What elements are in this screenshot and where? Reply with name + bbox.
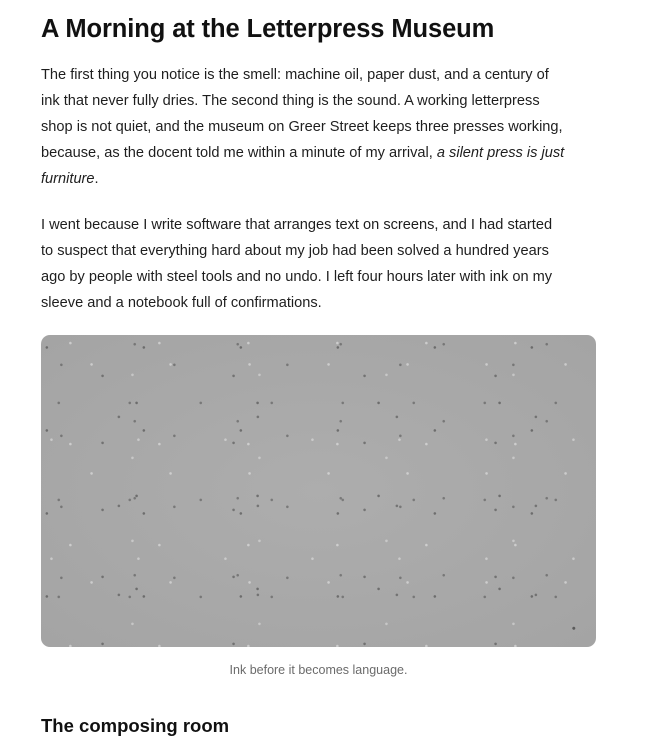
- second-paragraph: [41, 212, 597, 316]
- paragraph-line: ink that never fully dries. The second thing is the sound. A working letterpress: [41, 93, 540, 109]
- ink-texture-image: [41, 335, 596, 647]
- section-heading: The composing room: [41, 715, 230, 736]
- emphasis-quote: a silent press is just: [436, 145, 565, 161]
- emphasis-quote: furniture: [41, 171, 95, 187]
- paragraph-text: because, as the docent told me within a minute of my arrival,: [41, 145, 437, 161]
- paragraph-line: ago by people with steel tools and no undo. I left four hours later with ink on my: [41, 269, 553, 285]
- paragraph-line: [41, 140, 597, 166]
- paragraph-line: shop is not quiet, and the museum on Greer Street keeps three presses working,: [41, 119, 563, 135]
- paragraph-line: [41, 166, 597, 192]
- paragraph-line: sleeve and a notebook full of confirmations.: [41, 295, 322, 311]
- figure-caption: Ink before it becomes language.: [229, 663, 408, 677]
- paragraph-line: to suspect that everything hard about my job had been solved a hundred years: [41, 243, 549, 259]
- paragraph-text: .: [94, 171, 99, 187]
- paragraph-line: I went because I write software that arranges text on screens, and I had started: [41, 217, 553, 233]
- intro-paragraph: [41, 62, 597, 192]
- article-title: A Morning at the Letterpress Museum: [41, 15, 495, 43]
- paragraph-line: The first thing you notice is the smell: machine oil, paper dust, and a century of: [41, 67, 549, 83]
